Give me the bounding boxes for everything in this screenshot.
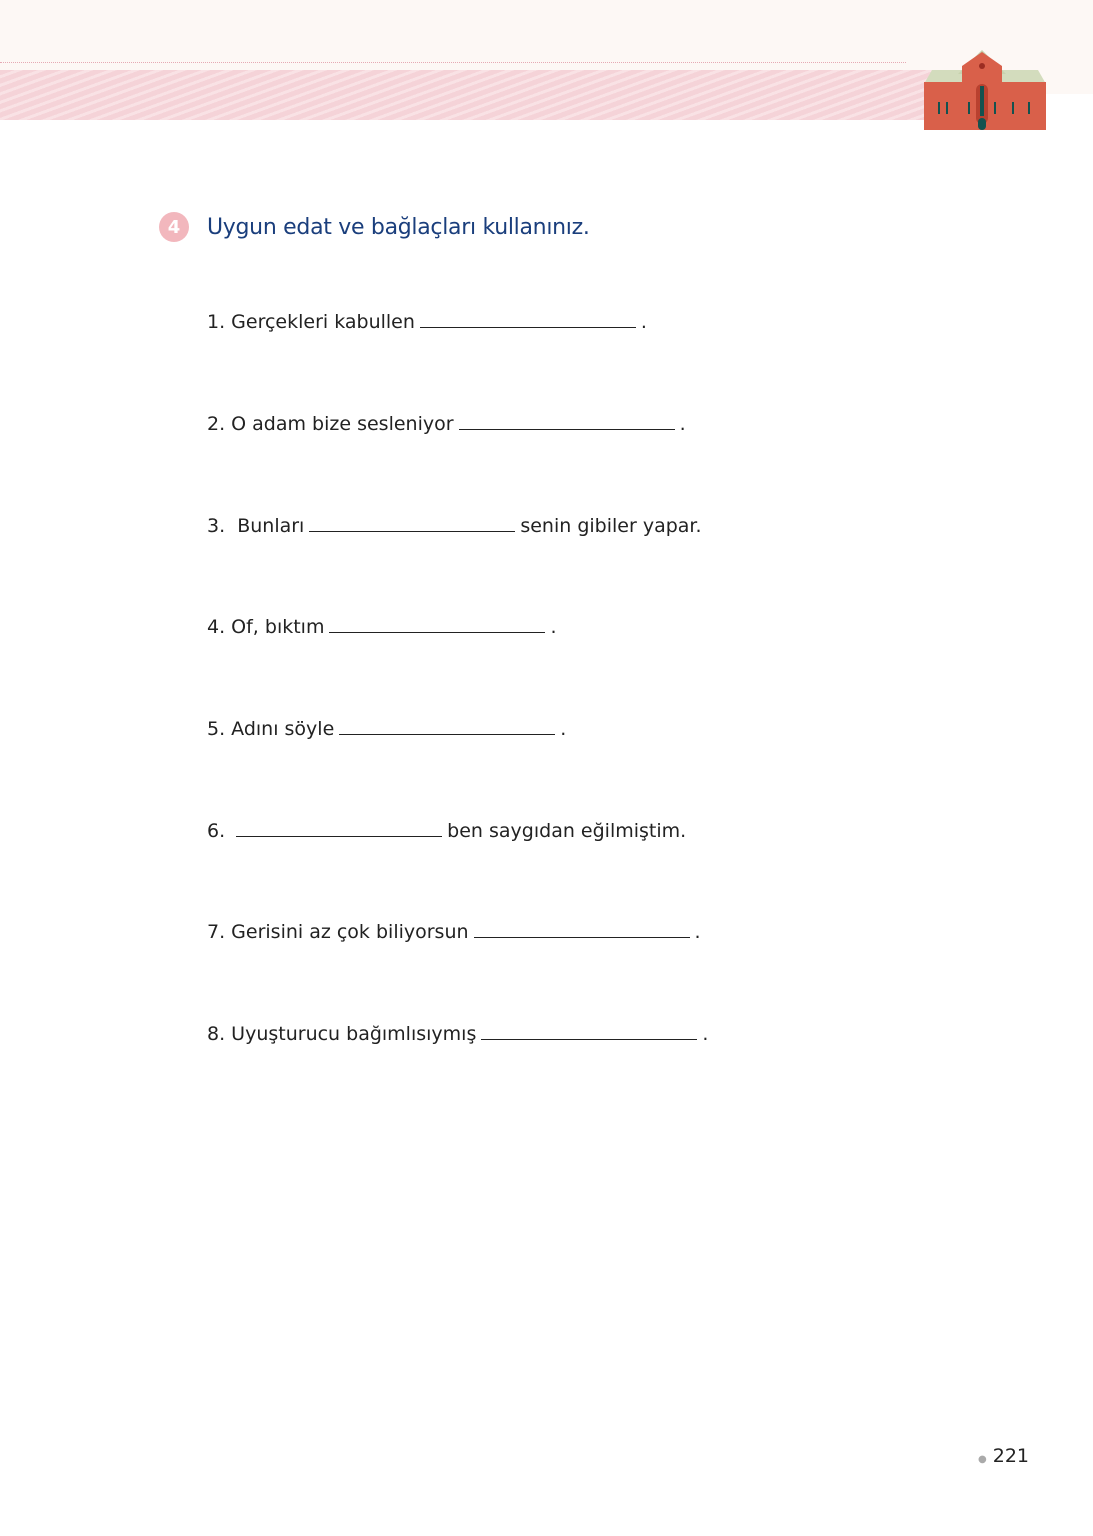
answer-blank[interactable]: [481, 1022, 697, 1040]
item-text-before: 8. Uyuşturucu bağımlısıymış: [207, 1023, 477, 1045]
exercise-number-badge: 4: [159, 212, 189, 242]
list-item: [207, 615, 557, 638]
answer-blank[interactable]: [236, 819, 442, 837]
list-item: [207, 819, 686, 842]
item-text-after: .: [560, 718, 567, 740]
building-illustration-icon: [924, 48, 1046, 130]
page-number-text: 221: [992, 1445, 1029, 1467]
item-text-after: .: [694, 921, 701, 943]
item-text-after: .: [702, 1023, 709, 1045]
exercise-heading: [159, 212, 590, 242]
page-number: [978, 1445, 1029, 1467]
item-text-after: .: [679, 413, 686, 435]
answer-blank[interactable]: [474, 920, 690, 938]
list-item: [207, 920, 701, 943]
list-item: [207, 310, 647, 333]
answer-blank[interactable]: [309, 514, 515, 532]
answer-blank[interactable]: [329, 615, 545, 633]
item-text-after: ben saygıdan eğilmiştim.: [447, 820, 687, 842]
item-text-before: 1. Gerçekleri kabullen: [207, 311, 415, 333]
item-text-before: 3. Bunları: [207, 515, 305, 537]
list-item: [207, 514, 702, 537]
list-item: [207, 717, 566, 740]
header-dotted-line: [0, 62, 906, 63]
item-text-after: senin gibiler yapar.: [520, 515, 702, 537]
item-text-before: 6.: [207, 820, 232, 842]
header-striped-band: [0, 70, 990, 120]
item-text-after: .: [550, 616, 557, 638]
item-text-before: 4. Of, bıktım: [207, 616, 325, 638]
item-text-before: 5. Adını söyle: [207, 718, 335, 740]
answer-blank[interactable]: [459, 412, 675, 430]
list-item: [207, 1022, 708, 1045]
item-text-after: .: [640, 311, 647, 333]
answer-blank[interactable]: [339, 717, 555, 735]
page-dot-icon: ●: [978, 1454, 987, 1465]
exercise-title: Uygun edat ve bağlaçları kullanınız.: [207, 214, 590, 240]
answer-blank[interactable]: [420, 310, 636, 328]
list-item: [207, 412, 686, 435]
item-text-before: 7. Gerisini az çok biliyorsun: [207, 921, 469, 943]
item-text-before: 2. O adam bize sesleniyor: [207, 413, 454, 435]
